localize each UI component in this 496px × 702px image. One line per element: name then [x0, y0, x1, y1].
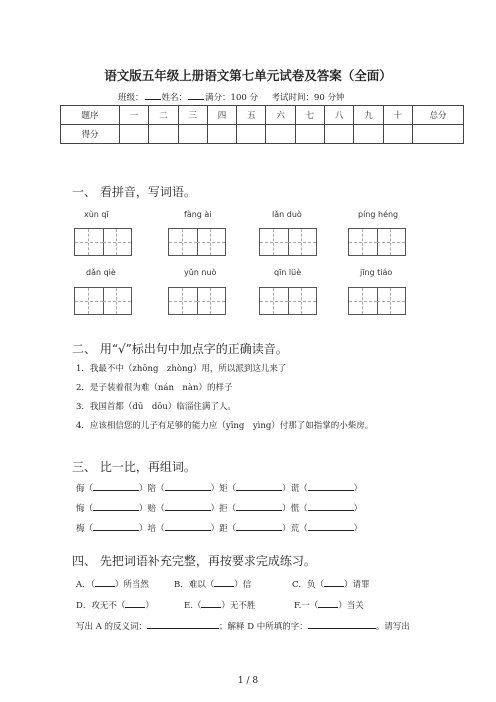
- fill-row: [294, 598, 364, 611]
- table-cell: 四: [207, 106, 236, 125]
- table-cell: 七: [295, 106, 324, 125]
- answer-blank[interactable]: [147, 619, 219, 629]
- writing-grid[interactable]: [348, 228, 406, 256]
- time-label: 考试时间：90 分钟: [271, 93, 345, 103]
- answer-blank[interactable]: [308, 619, 376, 629]
- section-4-heading: 四、 先把词语补充完整，再按要求完成练习。: [72, 554, 316, 568]
- writing-grid[interactable]: [168, 228, 226, 256]
- fill-row: [76, 619, 410, 632]
- score-cell[interactable]: [120, 125, 149, 144]
- table-cell: 总分: [413, 106, 464, 125]
- table-cell: 二: [149, 106, 178, 125]
- answer-blank[interactable]: [236, 501, 282, 511]
- char: 拒: [219, 504, 228, 514]
- char: 培: [147, 524, 157, 534]
- item-a: A．（: [76, 580, 95, 590]
- question-line: 1．我最不中（zhōng zhòng）用，所以派到这儿来了: [76, 364, 287, 374]
- item-f-text: ）当关: [338, 601, 364, 611]
- question-line: 3．我国首都（dū dōu）临淄住满了人。: [76, 402, 236, 412]
- score-table: [60, 105, 464, 144]
- answer-blank[interactable]: [93, 481, 139, 491]
- table-cell: 八: [325, 106, 354, 125]
- answer-blank[interactable]: [236, 521, 282, 531]
- item-f: F.一（: [294, 601, 319, 611]
- table-cell: 题序: [61, 106, 120, 125]
- pinyin-label: píng héng: [358, 210, 399, 219]
- char: 赔: [147, 504, 157, 514]
- writing-grid[interactable]: [74, 228, 132, 256]
- score-cell[interactable]: [178, 125, 207, 144]
- pinyin-label: xùn qī: [84, 210, 109, 219]
- exam-info: [118, 90, 345, 103]
- pinyin-label: lǎn duò: [272, 210, 302, 219]
- char: 梅: [76, 524, 85, 534]
- pinyin-label: jīng tiáo: [360, 268, 393, 277]
- char: 慌: [290, 504, 300, 514]
- fill-row: [76, 598, 154, 611]
- class-blank: [145, 90, 161, 100]
- fill-row: [184, 598, 255, 611]
- score-cell[interactable]: [413, 125, 464, 144]
- answer-blank[interactable]: [308, 521, 354, 531]
- table-cell: 五: [237, 106, 266, 125]
- table-cell: 得分: [61, 125, 120, 144]
- section-3-heading: 三、 比一比，再组词。: [72, 460, 196, 474]
- item-a-text: ）所当然: [114, 580, 149, 590]
- score-cell[interactable]: [383, 125, 412, 144]
- section-1-heading: 一、 看拼音，写词语。: [72, 185, 196, 199]
- char: 悔: [76, 504, 85, 514]
- name-label: 姓名：: [161, 93, 188, 103]
- answer-blank[interactable]: [165, 481, 211, 491]
- answer-blank[interactable]: [125, 598, 145, 608]
- explain-prompt: ；解释 D 中所填的字：: [219, 622, 308, 632]
- table-cell: 十: [383, 106, 412, 125]
- writing-grid[interactable]: [74, 287, 132, 315]
- continue-prompt: 。请写出: [375, 622, 410, 632]
- table-cell: 九: [354, 106, 383, 125]
- item-c-text: ）请罪: [344, 580, 370, 590]
- score-cell[interactable]: [207, 125, 236, 144]
- name-blank: [188, 90, 204, 100]
- pinyin-label: dǎn qiè: [86, 268, 116, 277]
- answer-blank[interactable]: [324, 577, 344, 587]
- pinyin-label: fàng ài: [184, 210, 212, 219]
- score-label: 满分：100 分: [205, 93, 258, 103]
- char: 谎: [290, 484, 300, 494]
- compare-row: 梅（ ）培（ ）距（ ）荒（ ）: [76, 521, 362, 534]
- table-cell: 一: [120, 106, 149, 125]
- question-line: 2．是子装着很为难（nán nàn）的样子: [76, 383, 233, 393]
- char: 距: [219, 524, 228, 534]
- writing-grid[interactable]: [259, 287, 317, 315]
- section-2-heading: 二、 用“√”标出句中加点字的正确读音。: [72, 342, 288, 356]
- item-d-text: ）: [145, 601, 154, 611]
- writing-grid[interactable]: [348, 287, 406, 315]
- compare-row: 悔（ ）赔（ ）拒（ ）慌（ ）: [76, 501, 362, 514]
- antonym-prompt: 写出 A 的反义词：: [76, 622, 148, 632]
- char: 荒: [290, 524, 300, 534]
- answer-blank[interactable]: [93, 501, 139, 511]
- question-line: 4．应该相信您的儿子有足够的能力应（yīng yìng）付那了如指掌的小柴房。: [76, 421, 374, 431]
- score-cell[interactable]: [354, 125, 383, 144]
- answer-blank[interactable]: [308, 481, 354, 491]
- answer-blank[interactable]: [165, 501, 211, 511]
- score-cell[interactable]: [295, 125, 324, 144]
- item-b: B．难以（: [174, 580, 215, 590]
- compare-row: 侮（ ）陪（ ）矩（ ）谎（ ）: [76, 481, 362, 494]
- answer-blank[interactable]: [308, 501, 354, 511]
- page-number: 1 / 8: [237, 676, 259, 686]
- answer-blank[interactable]: [236, 481, 282, 491]
- item-e: E.（: [184, 601, 202, 611]
- item-b-text: ）信: [234, 580, 252, 590]
- item-e-text: ）无不胜: [221, 601, 256, 611]
- table-cell: 三: [178, 106, 207, 125]
- score-table-header: [61, 106, 464, 125]
- item-c: C．负（: [292, 580, 325, 590]
- answer-blank[interactable]: [318, 598, 338, 608]
- pinyin-label: yǔn nuò: [184, 268, 217, 277]
- fill-row: [76, 577, 149, 590]
- score-table-row: [61, 125, 464, 144]
- writing-grid[interactable]: [259, 228, 317, 256]
- table-cell: 六: [266, 106, 295, 125]
- class-label: 班级：: [118, 93, 144, 103]
- item-d: D．攻无不（: [76, 601, 126, 611]
- answer-blank[interactable]: [214, 577, 234, 587]
- answer-blank[interactable]: [93, 521, 139, 531]
- char: 侮: [76, 484, 85, 494]
- answer-blank[interactable]: [201, 598, 221, 608]
- score-cell[interactable]: [149, 125, 178, 144]
- score-cell[interactable]: [237, 125, 266, 144]
- score-cell[interactable]: [266, 125, 295, 144]
- char: 矩: [219, 484, 228, 494]
- fill-row: [174, 577, 251, 590]
- writing-grid[interactable]: [168, 287, 226, 315]
- answer-blank[interactable]: [165, 521, 211, 531]
- pinyin-label: qīn lüè: [274, 268, 302, 277]
- answer-blank[interactable]: [95, 577, 115, 587]
- fill-row: [292, 577, 370, 590]
- score-cell[interactable]: [325, 125, 354, 144]
- page-title: 语文版五年级上册语文第七单元试卷及答案（全面）: [104, 68, 392, 83]
- char: 陪: [147, 484, 157, 494]
